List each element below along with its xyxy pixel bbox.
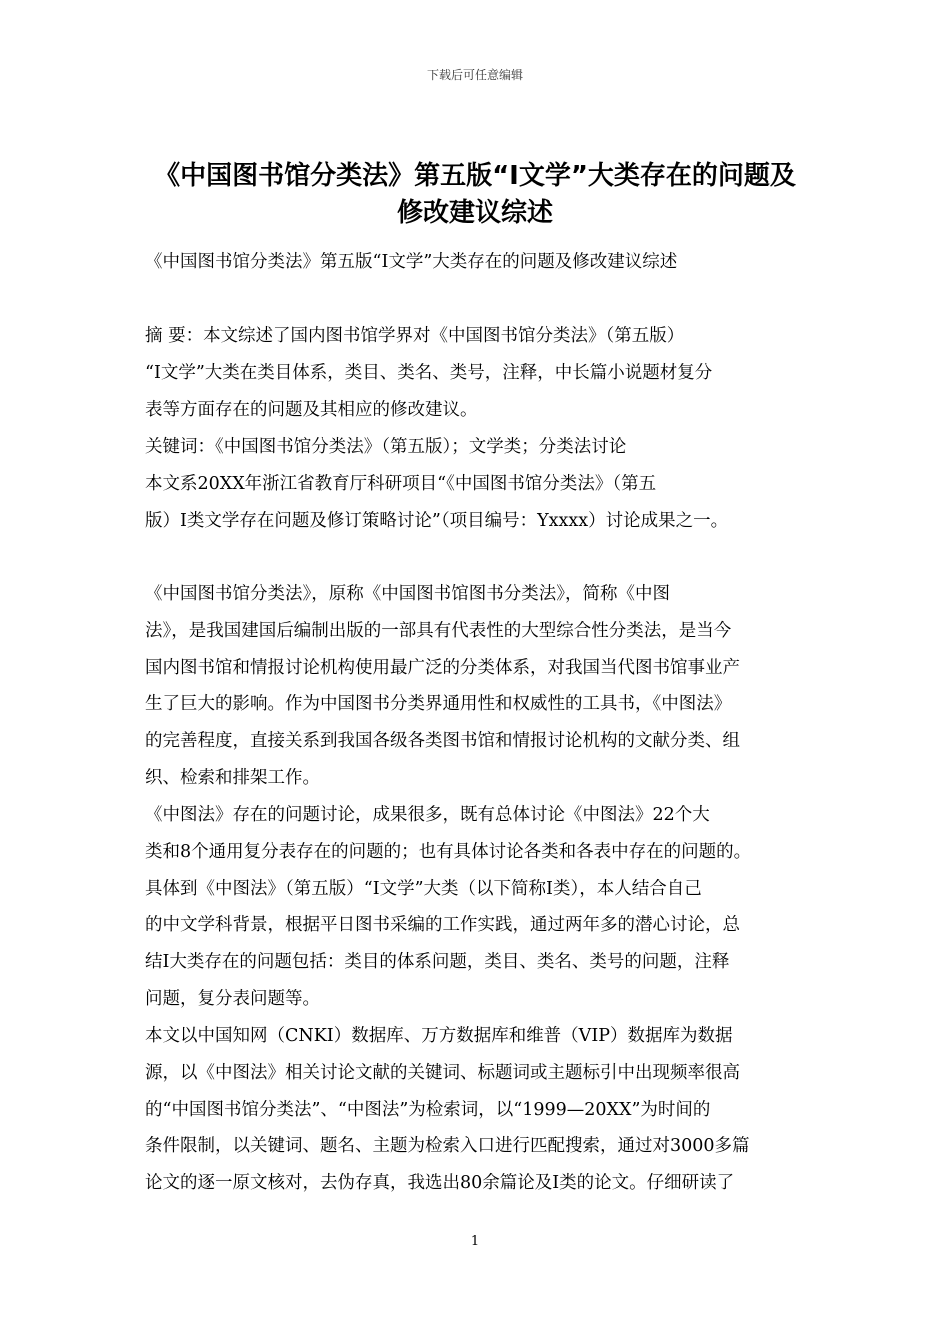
abstract-line: “I文学”大类在类目体系，类目、类名、类号，注释，中长篇小说题材复分 — [145, 362, 713, 383]
project-line: 本文系20XX年浙江省教育厅科研项目“《中国图书馆分类法》（第五 — [145, 474, 657, 494]
document-title — [120, 150, 830, 228]
paragraph-line: 源，以《中图法》相关讨论文献的关键词、标题词或主题标引中出现频率很高 — [145, 1062, 740, 1083]
paragraph-line: 织、检索和排架工作。 — [145, 767, 320, 788]
paragraph-line: 结I大类存在的问题包括：类目的体系问题，类目、类名、类号的问题，注释 — [145, 952, 730, 973]
project-line: 版）I类文学存在问题及修订策略讨论”（项目编号：Yxxxx）讨论成果之一。 — [145, 510, 729, 531]
paragraph-line: 类和8个通用复分表存在的问题的；也有具体讨论各类和各表中存在的问题的。 — [145, 841, 752, 862]
paragraph-line: 生了巨大的影响。作为中国图书分类界通用性和权威性的工具书，《中图法》 — [145, 694, 732, 715]
header-note: 下载后可任意编辑 — [426, 68, 523, 82]
page-number: 1 — [470, 1234, 480, 1249]
abstract-line: 摘 要：本文综述了国内图书馆学界对《中国图书馆分类法》（第五版） — [145, 326, 685, 346]
title-line-1: 《中国图书馆分类法》第五版“I文学”大类存在的问题及 — [154, 161, 796, 191]
paragraph-line: 论文的逐一原文核对，去伪存真，我选出80余篇论及I类的论文。仔细研读了 — [145, 1173, 735, 1194]
paragraph-line: 《中图法》存在的问题讨论，成果很多，既有总体讨论《中图法》22个大 — [145, 805, 710, 825]
subtitle-line: 《中国图书馆分类法》第五版“I文学”大类存在的问题及修改建议综述 — [145, 252, 678, 272]
keywords — [145, 429, 811, 466]
paragraph-1 — [145, 576, 811, 797]
paragraph-line: 本文以中国知网（CNKI）数据库、万方数据库和维普（VIP）数据库为数据 — [145, 1026, 733, 1046]
project-note — [145, 466, 811, 540]
keywords-line: 关键词：《中国图书馆分类法》（第五版）；文学类；分类法讨论 — [145, 437, 627, 457]
abstract — [145, 318, 811, 428]
paragraph-2 — [145, 797, 811, 1018]
paragraph-line: 具体到《中图法》（第五版）“I文学”大类（以下简称I类），本人结合自己 — [145, 878, 702, 899]
paragraph-line: 的中文学科背景，根据平日图书采编的工作实践，通过两年多的潜心讨论，总 — [145, 915, 740, 936]
title-line-2: 修改建议综述 — [396, 197, 553, 228]
document-subtitle — [145, 244, 811, 281]
paragraph-line: 法》，是我国建国后编制出版的一部具有代表性的大型综合性分类法，是当今 — [145, 620, 732, 641]
paragraph-line: 条件限制，以关键词、题名、主题为检索入口进行匹配搜索，通过对3000多篇 — [145, 1136, 750, 1157]
paragraph-line: 的完善程度，直接关系到我国各级各类图书馆和情报讨论机构的文献分类、组 — [145, 731, 740, 752]
paragraph-line: 问题，复分表问题等。 — [145, 988, 320, 1009]
paragraph-line: 《中国图书馆分类法》，原称《中国图书馆图书分类法》，简称《中图 — [145, 584, 670, 604]
paragraph-line: 的“中国图书馆分类法”、“中图法”为检索词，以“1999—20XX”为时间的 — [145, 1099, 711, 1120]
paragraph-3 — [145, 1018, 811, 1202]
paragraph-line: 国内图书馆和情报讨论机构使用最广泛的分类体系，对我国当代图书馆事业产 — [145, 657, 740, 678]
abstract-line: 表等方面存在的问题及其相应的修改建议。 — [145, 399, 478, 420]
